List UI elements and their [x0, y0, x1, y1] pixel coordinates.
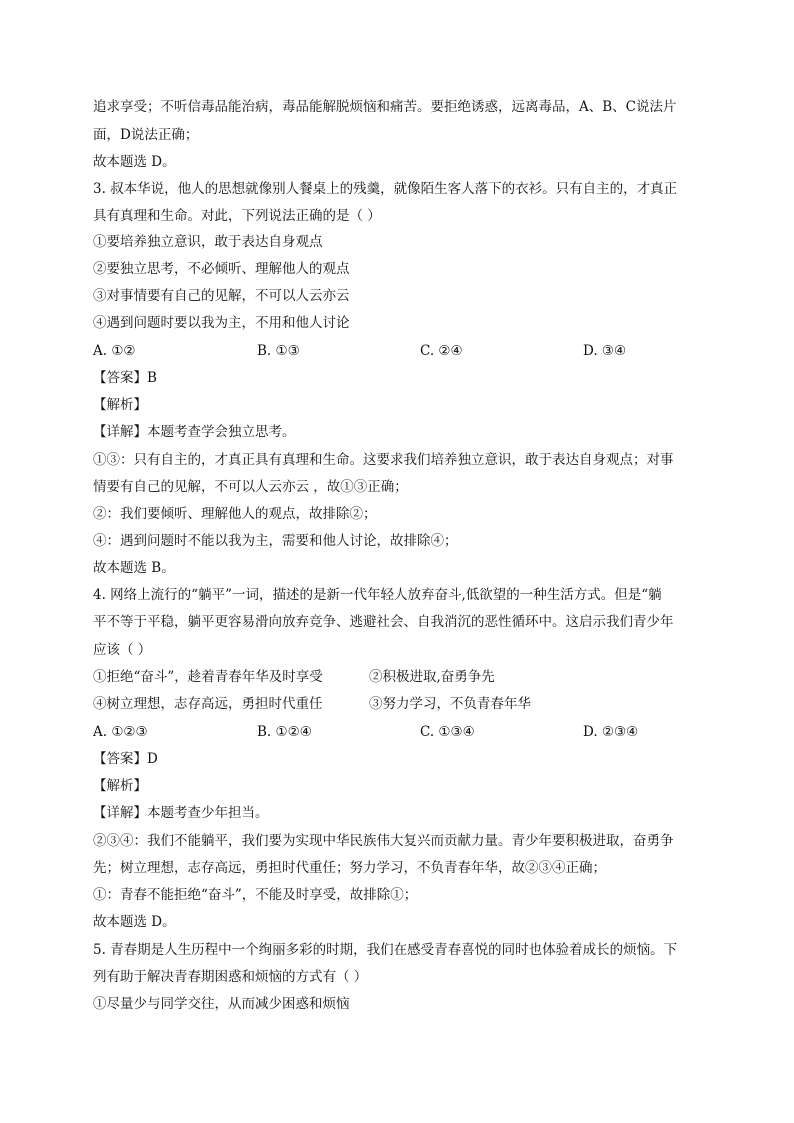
- explanation-line: ②③④：我们不能躺平，我们要为实现中华民族伟大复兴而贡献力量。青少年要积极进取，奋勇争: [93, 833, 674, 849]
- conclusion-line: 故本题选 B。: [93, 560, 175, 576]
- statement: ①拒绝“奋斗”，趁着青春年华及时享受: [93, 669, 323, 685]
- question-5-stem: 5. 青春期是人生历程中一个绚丽多彩的时期，我们在感受青春喜悦的同时也体验着成长的烦恼。下: [93, 942, 678, 958]
- question-4-stem: 4. 网络上流行的“躺平”一词，描述的是新一代年轻人放弃奋斗,低欲望的一种生活方式。但是“躺: [93, 587, 662, 603]
- question-3-statement: ②要独立思考，不必倾听、理解他人的观点: [93, 261, 350, 277]
- text-line: 面，D说法正确；: [93, 127, 199, 143]
- explanation-line: ①③：只有自主的，才真正具有真理和生命。这要求我们培养独立意识，敢于表达自身观点；对事: [93, 452, 674, 468]
- question-4-stem: 应该（ ）: [93, 642, 152, 658]
- question-4-statement-row: [93, 667, 495, 687]
- question-3-stem: 具有真理和生命。对此，下列说法正确的是（ ）: [93, 208, 381, 224]
- explanation-line: 先；树立理想，志存高远，勇担时代重任；努力学习，不负青春年华，故②③④正确；: [93, 860, 606, 876]
- choice-d: D. ③④: [583, 343, 627, 359]
- question-3-statement: ④遇到问题时要以我为主，不用和他人讨论: [93, 315, 350, 331]
- choice-b: B. ①③: [257, 343, 300, 359]
- explanation-line: ①：青春不能拒绝“奋斗”，不能及时享受，故排除①；: [93, 887, 418, 903]
- question-4-stem: 平不等于平稳，躺平更容易滑向放弃竞争、逃避社会、自我消沉的恶性循环中。这启示我们青少年: [93, 614, 674, 630]
- explanation-line: ②：我们要倾听、理解他人的观点，故排除②；: [93, 506, 377, 522]
- choice-c: C. ①③④: [420, 724, 475, 740]
- statement: ②积极进取,奋勇争先: [369, 669, 495, 685]
- answer-label: 【答案】B: [93, 370, 157, 386]
- question-3-stem: 3. 叔本华说，他人的思想就像别人餐桌上的残羹，就像陌生客人落下的衣衫。只有自主的，才真正: [93, 181, 678, 197]
- question-3-statement: ①要培养独立意识，敢于表达自身观点: [93, 234, 323, 250]
- choice-c: C. ②④: [420, 343, 463, 359]
- question-5-stem: 列有助于解决青春期困惑和烦恼的方式有（ ）: [93, 969, 368, 985]
- analysis-label: 【解析】: [93, 397, 147, 413]
- text-line: 追求享受；不听信毒品能治病，毒品能解脱烦恼和痛苦。要拒绝诱惑，远离毒品，A、B、C说法片: [93, 99, 677, 115]
- analysis-label: 【解析】: [93, 778, 147, 794]
- question-4-statement-row: [93, 694, 531, 714]
- choice-d: D. ②③④: [583, 724, 639, 740]
- conclusion-line: 故本题选 D。: [93, 914, 176, 930]
- choice-b: B. ①②④: [257, 724, 312, 740]
- detail-label: 【详解】本题考查学会独立思考。: [93, 424, 296, 440]
- choice-a: A. ①②③: [93, 724, 148, 740]
- explanation-line: 情要有自己的见解，不可以人云亦云 ，故①③正确；: [93, 479, 408, 495]
- statement: ③努力学习，不负青春年华: [369, 696, 531, 712]
- question-3-statement: ③对事情要有自己的见解，不可以人云亦云: [93, 288, 350, 304]
- statement: ④树立理想，志存高远，勇担时代重任: [93, 696, 323, 712]
- choice-a: A. ①②: [93, 343, 136, 359]
- answer-label: 【答案】D: [93, 751, 158, 767]
- detail-label: 【详解】本题考查少年担当。: [93, 805, 269, 821]
- question-5-statement: ①尽量少与同学交往，从而减少困惑和烦恼: [93, 996, 350, 1012]
- explanation-line: ④：遇到问题时不能以我为主，需要和他人讨论，故排除④；: [93, 533, 458, 549]
- text-line: 故本题选 D。: [93, 154, 176, 170]
